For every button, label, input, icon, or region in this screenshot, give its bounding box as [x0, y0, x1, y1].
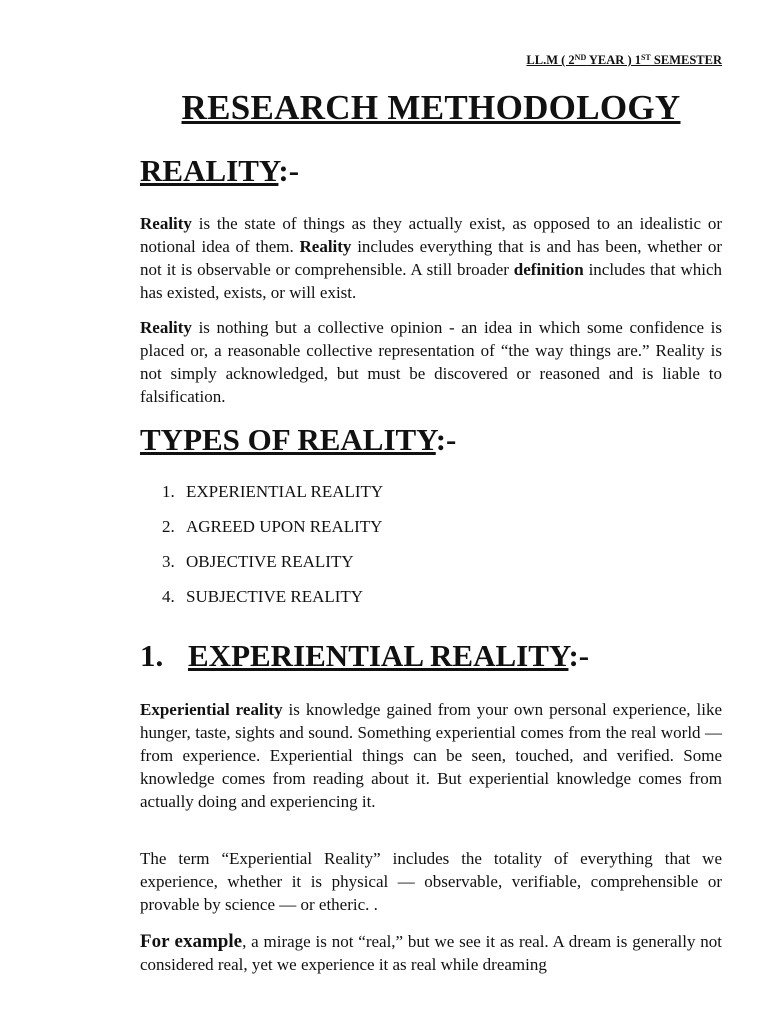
list-item — [162, 585, 383, 620]
paragraph-text: The term “Experiential Reality” includes the totality of everything that we experience, whether it is physical — observable, verifiable, comprehensible or provable by science — or etheric. . — [140, 849, 722, 914]
paragraph-text: includes that which has existed, exists, or will exist. — [140, 260, 722, 302]
heading-experiential-text: EXPERIENTIAL REALITY — [188, 638, 569, 673]
paragraph-experiential-definition — [140, 698, 722, 813]
header-suffix: SEMESTER — [650, 53, 722, 67]
list-item — [162, 550, 383, 585]
list-number: 2. — [162, 517, 175, 536]
bold-term: Experiential reality — [140, 700, 283, 719]
list-label: AGREED UPON REALITY — [186, 517, 383, 536]
paragraph-text: includes everything that is and has been, whether or not it is observable or comprehensible. A still broader — [140, 237, 722, 279]
list-label: SUBJECTIVE REALITY — [186, 587, 364, 606]
list-label: EXPERIENTIAL REALITY — [186, 482, 384, 501]
heading-types-text: TYPES OF REALITY — [140, 422, 436, 457]
bold-term: definition — [513, 260, 584, 279]
bold-term: Reality — [299, 237, 352, 256]
heading-reality-text: REALITY — [140, 153, 279, 188]
heading-types-of-reality — [140, 422, 456, 458]
heading-types-suffix: :- — [435, 422, 457, 457]
heading-experiential-suffix: :- — [568, 638, 590, 673]
header-mid: YEAR ) 1 — [586, 53, 641, 67]
list-number: 1. — [162, 482, 175, 501]
header-sup-nd: ND — [574, 53, 587, 62]
heading-reality — [140, 153, 299, 189]
list-number: 4. — [162, 587, 175, 606]
paragraph-text: is the state of things as they actually exist, as opposed to an idealistic or notional idea of them. — [140, 214, 722, 256]
paragraph-text: is nothing but a collective opinion - an idea in which some confidence is placed or, a reasonable collective representation of “the way things are.” Reality is not simply acknowledged, but must be discovered or reasoned and is liable to falsification. — [140, 318, 723, 406]
list-number: 3. — [162, 552, 175, 571]
bold-term: For example — [140, 931, 243, 952]
heading-reality-suffix: :- — [278, 153, 300, 188]
course-header — [526, 53, 722, 68]
header-prefix: LL.M ( 2 — [526, 53, 575, 67]
list-label: OBJECTIVE REALITY — [186, 552, 354, 571]
heading-experiential-reality — [140, 638, 589, 674]
paragraph-experiential-term — [140, 847, 722, 916]
types-list — [162, 480, 383, 620]
heading-experiential-number: 1. — [140, 638, 164, 673]
paragraph-reality-opinion — [140, 316, 722, 408]
document-title — [140, 88, 722, 128]
paragraph-text: is knowledge gained from your own personal experience, like hunger, taste, sights and sound. Something experiential comes from the real world — from experience. Experiential things can be seen, touched, and verified. Some knowledge comes from reading about it. But experiential knowledge comes from actually doing and experiencing it. — [140, 700, 722, 811]
bold-term: Reality — [140, 318, 199, 337]
paragraph-reality-definition — [140, 212, 722, 304]
document-title-text: RESEARCH METHODOLOGY — [181, 88, 681, 127]
paragraph-example — [140, 930, 722, 976]
paragraph-text: , a mirage is not “real,” but we see it as real. A dream is generally not considered real, yet we experience it as real while dreaming — [140, 932, 722, 974]
header-sup-st: ST — [640, 53, 651, 62]
list-item — [162, 515, 383, 550]
bold-term: Reality — [140, 214, 192, 233]
list-item — [162, 480, 383, 515]
